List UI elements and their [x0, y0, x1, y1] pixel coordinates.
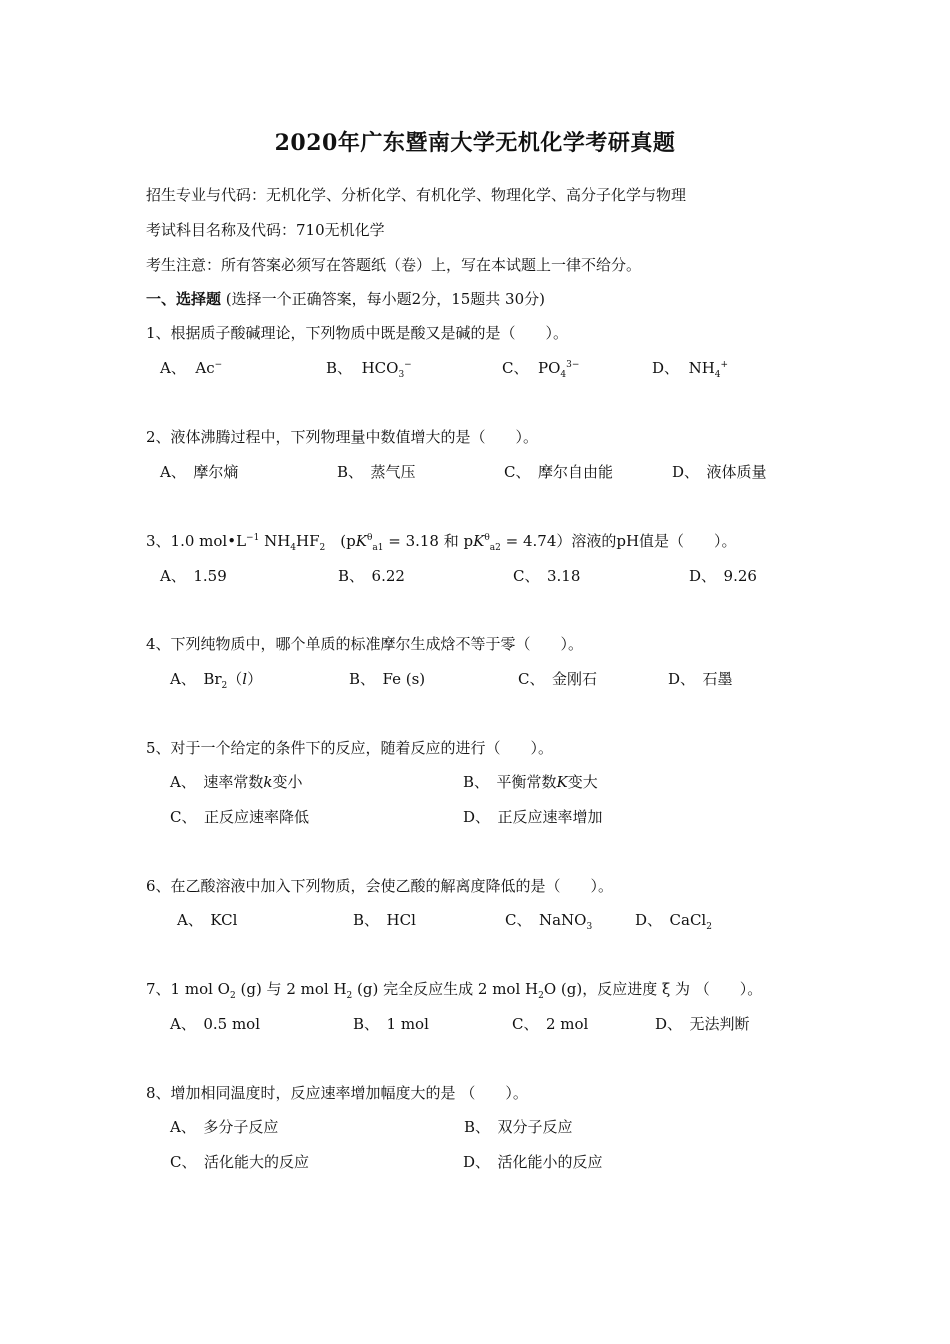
- question-6-stem: 6、在乙酸溶液中加入下列物质，会使乙酸的解离度降低的是（ ）。: [146, 877, 614, 895]
- notice-line: 考生注意：所有答案必须写在答题纸（卷）上，写在本试题上一律不给分。: [146, 256, 642, 274]
- q3-option-b: B、 6.22: [338, 567, 405, 585]
- q1-option-c: C、 $PO_4^{3-}$: [502, 359, 580, 380]
- q3-option-d: D、 9.26: [689, 567, 757, 585]
- section-heading: [146, 288, 545, 309]
- q1-option-b: B、 $HCO_3^-$: [326, 359, 412, 380]
- page-title: 2020年广东暨南大学无机化学考研真题: [274, 130, 676, 156]
- q3-option-a: A、 1.59: [160, 567, 227, 585]
- q8-option-a: A、 多分子反应: [170, 1118, 279, 1136]
- question-1-stem: 1、根据质子酸碱理论，下列物质中既是酸又是碱的是（ ）。: [146, 324, 569, 342]
- q6-option-a: A、 KCl: [177, 911, 238, 929]
- q2-option-c: C、 摩尔自由能: [504, 463, 613, 481]
- section-title: 一、选择题: [146, 290, 222, 308]
- q2-option-d: D、 液体质量: [672, 463, 767, 481]
- question-3-stem: 3、1.0 $mol•L^{-1}$ $NH_4HF_2$ ($pK^\theta_{a1} = 3.18$ 和 $pK^\theta_{a2} = 4.74$）溶液的pH值是（ ）。: [146, 532, 737, 553]
- q6-option-b: B、 HCl: [353, 911, 416, 929]
- q7-option-c: C、 2 mol: [512, 1015, 589, 1033]
- question-5-stem: 5、对于一个给定的条件下的反应，随着反应的进行（ ）。: [146, 739, 554, 757]
- q4-option-d: D、 石墨: [668, 670, 733, 688]
- q3-option-c: C、 3.18: [513, 567, 581, 585]
- q1-option-a: A、 Ac−: [160, 359, 223, 377]
- q2-option-a: A、 摩尔熵: [160, 463, 239, 481]
- q6-option-d: D、 CaCl$_2$: [635, 911, 712, 932]
- section-note: (选择一个正确答案，每小题2分，15题共 30分): [225, 290, 545, 308]
- q5-option-d: D、 正反应速率增加: [463, 808, 603, 826]
- question-2-stem: 2、液体沸腾过程中，下列物理量中数值增大的是（ ）。: [146, 428, 539, 446]
- q8-option-d: D、 活化能小的反应: [463, 1153, 603, 1171]
- q8-option-b: B、 双分子反应: [464, 1118, 573, 1136]
- q6-option-c: C、 NaNO$_3$: [505, 911, 593, 932]
- q7-option-d: D、 无法判断: [655, 1015, 750, 1033]
- q7-option-b: B、 1 mol: [353, 1015, 429, 1033]
- q5-option-b: B、 平衡常数K变大: [463, 773, 598, 791]
- q7-option-a: A、 0.5 mol: [170, 1015, 261, 1033]
- question-8-stem: 8、增加相同温度时，反应速率增加幅度大的是 （ ）。: [146, 1084, 528, 1102]
- q4-option-a: A、 $Br_2(l)$: [170, 670, 263, 691]
- q8-option-c: C、 活化能大的反应: [170, 1153, 309, 1171]
- q2-option-b: B、 蒸气压: [337, 463, 416, 481]
- major-line: 招生专业与代码：无机化学、分析化学、有机化学、物理化学、高分子化学与物理: [146, 186, 687, 204]
- q5-option-c: C、 正反应速率降低: [170, 808, 309, 826]
- q5-option-a: A、 速率常数k变小: [170, 773, 303, 791]
- q4-option-c: C、 金刚石: [518, 670, 597, 688]
- q4-option-b: B、 Fe (s): [349, 670, 426, 688]
- q1-option-d: D、 $NH_4^+$: [652, 359, 729, 380]
- question-4-stem: 4、下列纯物质中，哪个单质的标准摩尔生成焓不等于零（ ）。: [146, 635, 584, 653]
- subject-line: 考试科目名称及代码：710无机化学: [146, 221, 385, 239]
- question-7-stem: 7、1 mol $O_2$ (g) 与 2 mol $H_2$ (g) 完全反应生成 2 mol $H_2O$ (g)，反应进度 ξ 为 （ ）。: [146, 980, 763, 1001]
